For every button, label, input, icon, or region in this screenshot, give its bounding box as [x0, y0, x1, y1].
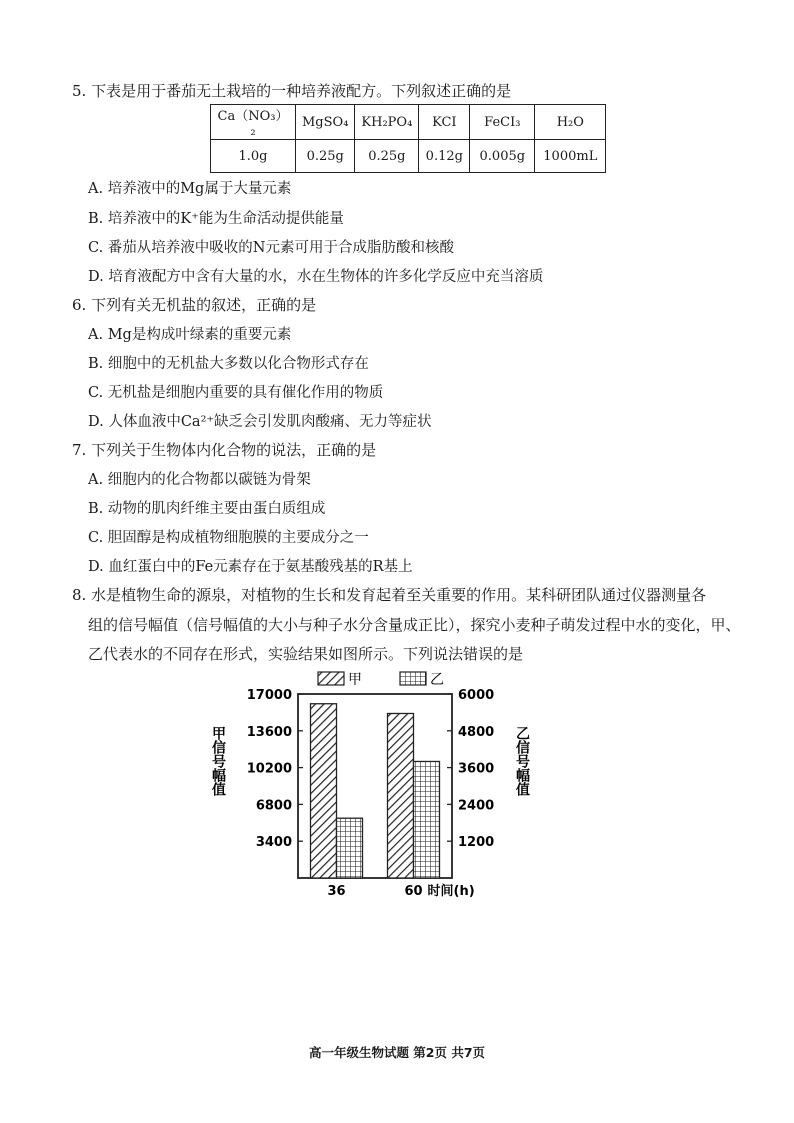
q6-stem: 6. 下列有关无机盐的叙述，正确的是: [72, 296, 317, 314]
q7-option-c: C. 胆固醇是构成植物细胞膜的主要成分之一: [88, 530, 369, 546]
table-cell: 0.005g: [470, 140, 535, 173]
x-tick-label: 60: [404, 884, 423, 899]
x-tick-label: 36: [327, 884, 346, 899]
bar-yi-60: [414, 761, 440, 878]
table-cell: 0.25g: [296, 140, 355, 173]
table-cell: 0.12g: [419, 140, 470, 173]
q6-option-b: B. 细胞中的无机盐大多数以化合物形式存在: [88, 356, 369, 372]
table-header-row: [211, 105, 606, 140]
chart-legend: [318, 672, 444, 688]
legend-swatch-yi: [400, 672, 426, 685]
right-tick-label: 3600: [458, 761, 495, 777]
x-axis-label: 时间(h): [427, 884, 475, 899]
q5-stem: 5. 下表是用于番茄无土栽培的一种培养液配方。下列叙述正确的是: [72, 82, 512, 100]
left-tick-label: 6800: [255, 798, 292, 814]
table-header-cell: KCI: [419, 105, 470, 140]
q5-option-c: C. 番茄从培养液中吸收的N元素可用于合成脂肪酸和核酸: [88, 240, 454, 256]
table-header-cell: Ca（NO₃）₂: [211, 105, 296, 140]
q6-option-d: D. 人体血液中Ca²⁺缺乏会引发肌肉酸痛、无力等症状: [88, 414, 432, 430]
table-cell: 1000mL: [535, 140, 606, 173]
q8-stem-line-1: 8. 水是植物生命的源泉，对植物的生长和发育起着至关重要的作用。某科研团队通过仪器测量各: [72, 586, 707, 604]
left-tick-label: 3400: [255, 835, 292, 851]
q7-option-b: B. 动物的肌肉纤维主要由蛋白质组成: [88, 501, 326, 517]
left-tick-label: 10200: [246, 761, 292, 777]
table-header-cell: FeCI₃: [470, 105, 535, 140]
table-header-cell: KH₂PO₄: [355, 105, 419, 140]
q5-option-b: B. 培养液中的K⁺能为生命活动提供能量: [88, 211, 344, 227]
q7-stem: 7. 下列关于生物体内化合物的说法，正确的是: [72, 441, 377, 459]
legend-swatch-jia: [318, 672, 344, 685]
q8-stem-line-2: 组的信号幅值（信号幅值的大小与种子水分含量成正比），探究小麦种子萌发过程中水的变化，甲、: [88, 616, 741, 634]
q7-option-d: D. 血红蛋白中的Fe元素存在于氨基酸残基的R基上: [88, 559, 413, 575]
bar-yi-36: [337, 818, 363, 878]
bar-jia-60: [388, 713, 414, 878]
left-axis-label: 甲信号幅值: [210, 726, 226, 796]
page-footer: 高一年级生物试题 第2页 共7页: [308, 1045, 486, 1060]
left-tick-label: 17000: [246, 688, 292, 703]
q5-option-d: D. 培育液配方中含有大量的水，水在生物体的许多化学反应中充当溶质: [88, 269, 544, 285]
right-tick-label: 6000: [458, 688, 495, 703]
table-row: [211, 140, 606, 173]
table-cell: 1.0g: [211, 140, 296, 173]
left-tick-label: 13600: [246, 724, 292, 740]
legend-label-jia: 甲: [348, 672, 362, 688]
right-tick-label: 4800: [458, 724, 495, 740]
q5-option-a: A. 培养液中的Mg属于大量元素: [88, 181, 292, 197]
table-header-cell: H₂O: [535, 105, 606, 140]
legend-label-yi: 乙: [430, 672, 444, 688]
water-signal-bar-chart: [200, 666, 530, 899]
q8-stem-line-3: 乙代表水的不同存在形式，实验结果如图所示。下列说法错误的是: [88, 645, 524, 663]
q7-option-a: A. 细胞内的化合物都以碳链为骨架: [88, 472, 311, 488]
right-axis-label: 乙信号幅值: [514, 726, 530, 796]
q6-option-c: C. 无机盐是细胞内重要的具有催化作用的物质: [88, 385, 384, 401]
right-tick-label: 1200: [458, 835, 495, 851]
table-cell: 0.25g: [355, 140, 419, 173]
nutrient-recipe-table: [210, 104, 606, 173]
table-header-cell: MgSO₄: [296, 105, 355, 140]
right-tick-label: 2400: [458, 798, 495, 814]
bar-jia-36: [311, 704, 337, 878]
q6-option-a: A. Mg是构成叶绿素的重要元素: [88, 327, 292, 343]
